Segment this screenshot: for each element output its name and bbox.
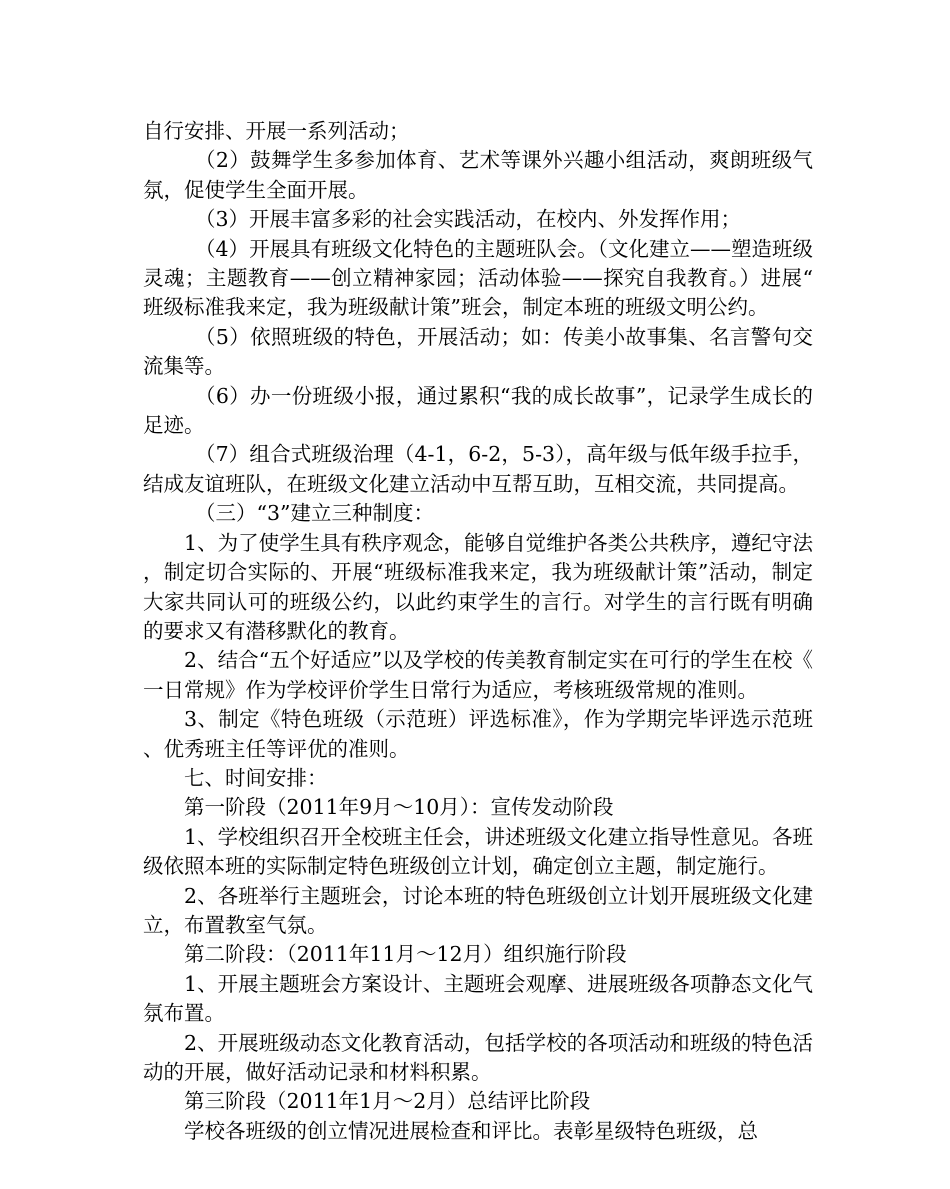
paragraph-14: 1、学校组织召开全校班主任会，讲述班级文化建立指导性意见。各班级依照本班的实际制定特色班级创立计划，确定创立主题，制定施行。 (143, 824, 813, 879)
paragraph-7: （7）组合式班级治理（4-1，6-2，5-3），高年级与低年级手拉手，结成友谊班队，在班级文化建立活动中互帮互助，互相交流，共同提高。 (143, 442, 813, 496)
paragraph-10: 2、结合“五个好适应”以及学校的传美教育制定实在可行的学生在校《一日常规》作为学校评价学生日常行为适应，考核班级常规的准则。 (143, 648, 813, 702)
paragraph-18: 2、开展班级动态文化教育活动，包括学校的各项活动和班级的特色活动的开展，做好活动记录和材料积累。 (143, 1030, 813, 1084)
paragraph-5: （5）依照班级的特色，开展活动；如：传美小故事集、名言警句交流集等。 (143, 324, 813, 379)
paragraph-9: 1、为了使学生具有秩序观念，能够自觉维护各类公共秩序，遵纪守法，制定切合实际的、开展“班级标准我来定，我为班级献计策”活动，制定大家共同认可的班级公约，以此约束学生的言行。对学生的言行既有明确的要求又有潜移默化的教育。 (143, 530, 813, 643)
stage-3-heading: 第三阶段（2011年1月～2月）总结评比阶段 (184, 1089, 591, 1114)
document-page (143, 117, 813, 1146)
paragraph-20: 学校各班级的创立情况进展检查和评比。表彰星级特色班级，总 (184, 1118, 758, 1143)
paragraph-15: 2、各班举行主题班会，讨论本班的特色班级创立计划开展班级文化建立，布置教室气氛。 (143, 883, 813, 937)
section-heading-3: （三）“3”建立三种制度： (195, 501, 435, 526)
stage-1-heading: 第一阶段（2011年9月～10月）：宣传发动阶段 (184, 795, 614, 820)
paragraph-4: （4）开展具有班级文化特色的主题班队会。（文化建立——塑造班级灵魂；主题教育——创立精神家园；活动体验——探究自我教育。）进展“班级标准我来定，我为班级献计策”班会，制定本班的班级文明公约。 (143, 236, 813, 320)
paragraph-1: 自行安排、开展一系列活动； (143, 119, 410, 143)
paragraph-2: （2）鼓舞学生多参加体育、艺术等课外兴趣小组活动，爽朗班级气氛，促使学生全面开展。 (143, 148, 813, 202)
paragraph-17: 1、开展主题班会方案设计、主题班会观摩、进展班级各项静态文化气氛布置。 (143, 971, 813, 1026)
paragraph-11: 3、制定《特色班级（示范班）评选标准》，作为学期完毕评选示范班、优秀班主任等评优的准则。 (143, 707, 813, 761)
stage-2-heading: 第二阶段：（2011年11月～12月）组织施行阶段 (184, 942, 627, 967)
paragraph-3: （3）开展丰富多彩的社会实践活动，在校内、外发挥作用； (195, 207, 742, 232)
section-heading-7: 七、时间安排： (184, 765, 328, 790)
paragraph-6: （6）办一份班级小报，通过累积“我的成长故事”，记录学生成长的足迹。 (143, 383, 813, 438)
